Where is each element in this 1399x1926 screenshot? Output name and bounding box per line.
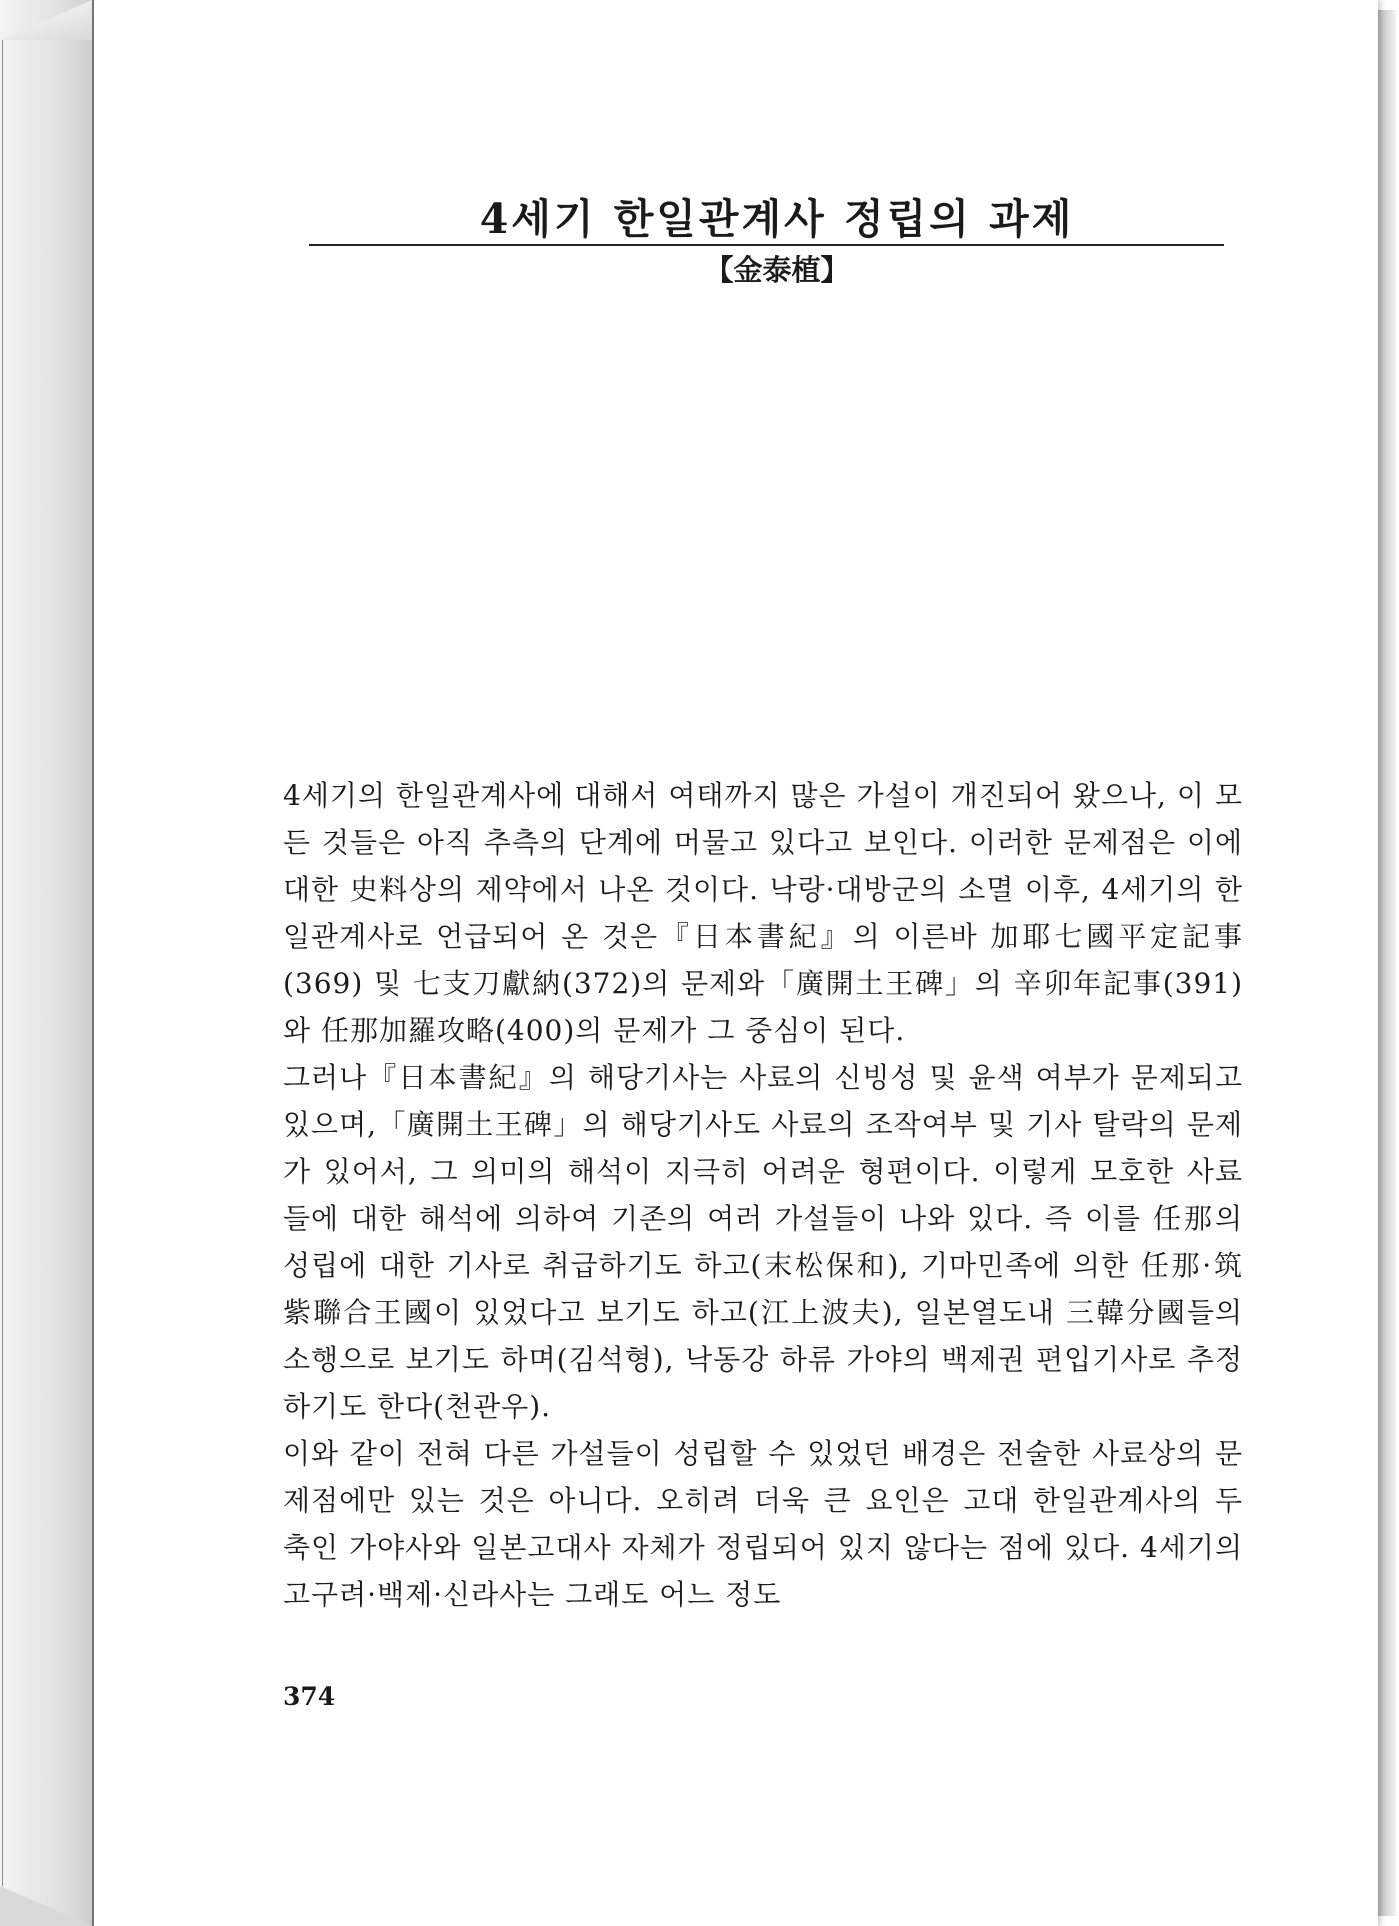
book-spine-bottom [0,1886,92,1926]
body-paragraph-2: 그러나『日本書紀』의 해당기사는 사료의 신빙성 및 윤색 여부가 문제되고 있으며,「廣開土王碑」의 해당기사도 사료의 조작여부 및 기사 탈락의 문제가 있어서, 그 의미의 해석이 지극히 어려운 형편이다. 이렇게 모호한 사료들에 대한 해석에 의하여 기존의 여러 가설들이 나와 있다. 즉 이를 任那의 성립에 대한 기사로 취급하기도 하고(末松保和), 기마민족에 의한 任那·筑紫聯合王國이 있었다고 보기도 하고(江上波夫), 일본열도내 三韓分國들의 소행으로 보기도 하며(김석형), 낙동강 하류 가야의 백제권 편입기사로 추정하기도 한다(천관우). [283,1061,1243,1423]
article-author: 【金泰植】 [704,253,850,287]
title-rule [309,244,1224,246]
page-number: 374 [283,1682,336,1711]
body-paragraph-3: 이와 같이 전혀 다른 가설들이 성립할 수 있었던 배경은 전술한 사료상의 문제점에만 있는 것은 아니다. 오히려 더욱 큰 요인은 고대 한일관계사의 두 축인 가야사와 일본고대사 자체가 정립되어 있지 않다는 점에 있다. 4세기의 고구려·백제·신라사는 그래도 어느 정도 [283,1437,1243,1611]
body-paragraph-1: 4세기의 한일관계사에 대해서 여태까지 많은 가설이 개진되어 왔으나, 이 모든 것들은 아직 추측의 단계에 머물고 있다고 보인다. 이러한 문제점은 이에 대한 史料상의 제약에서 나온 것이다. 낙랑·대방군의 소멸 이후, 4세기의 한일관계사로 언급되어 온 것은『日本書紀』의 이른바 加耶七國平定記事(369) 및 七支刀獻納(372)의 문제와「廣開土王碑」의 辛卯年記事(391)와 任那加羅攻略(400)의 문제가 그 중심이 된다. [283,779,1243,1047]
article-body [283,772,1243,1618]
page-edge-shadow [1378,10,1396,1916]
book-spine-top [0,0,92,40]
book-spine [0,0,94,1926]
article-title: 4세기 한일관계사 정립의 과제 [479,195,1075,243]
book-spine-edge [2,40,3,1886]
